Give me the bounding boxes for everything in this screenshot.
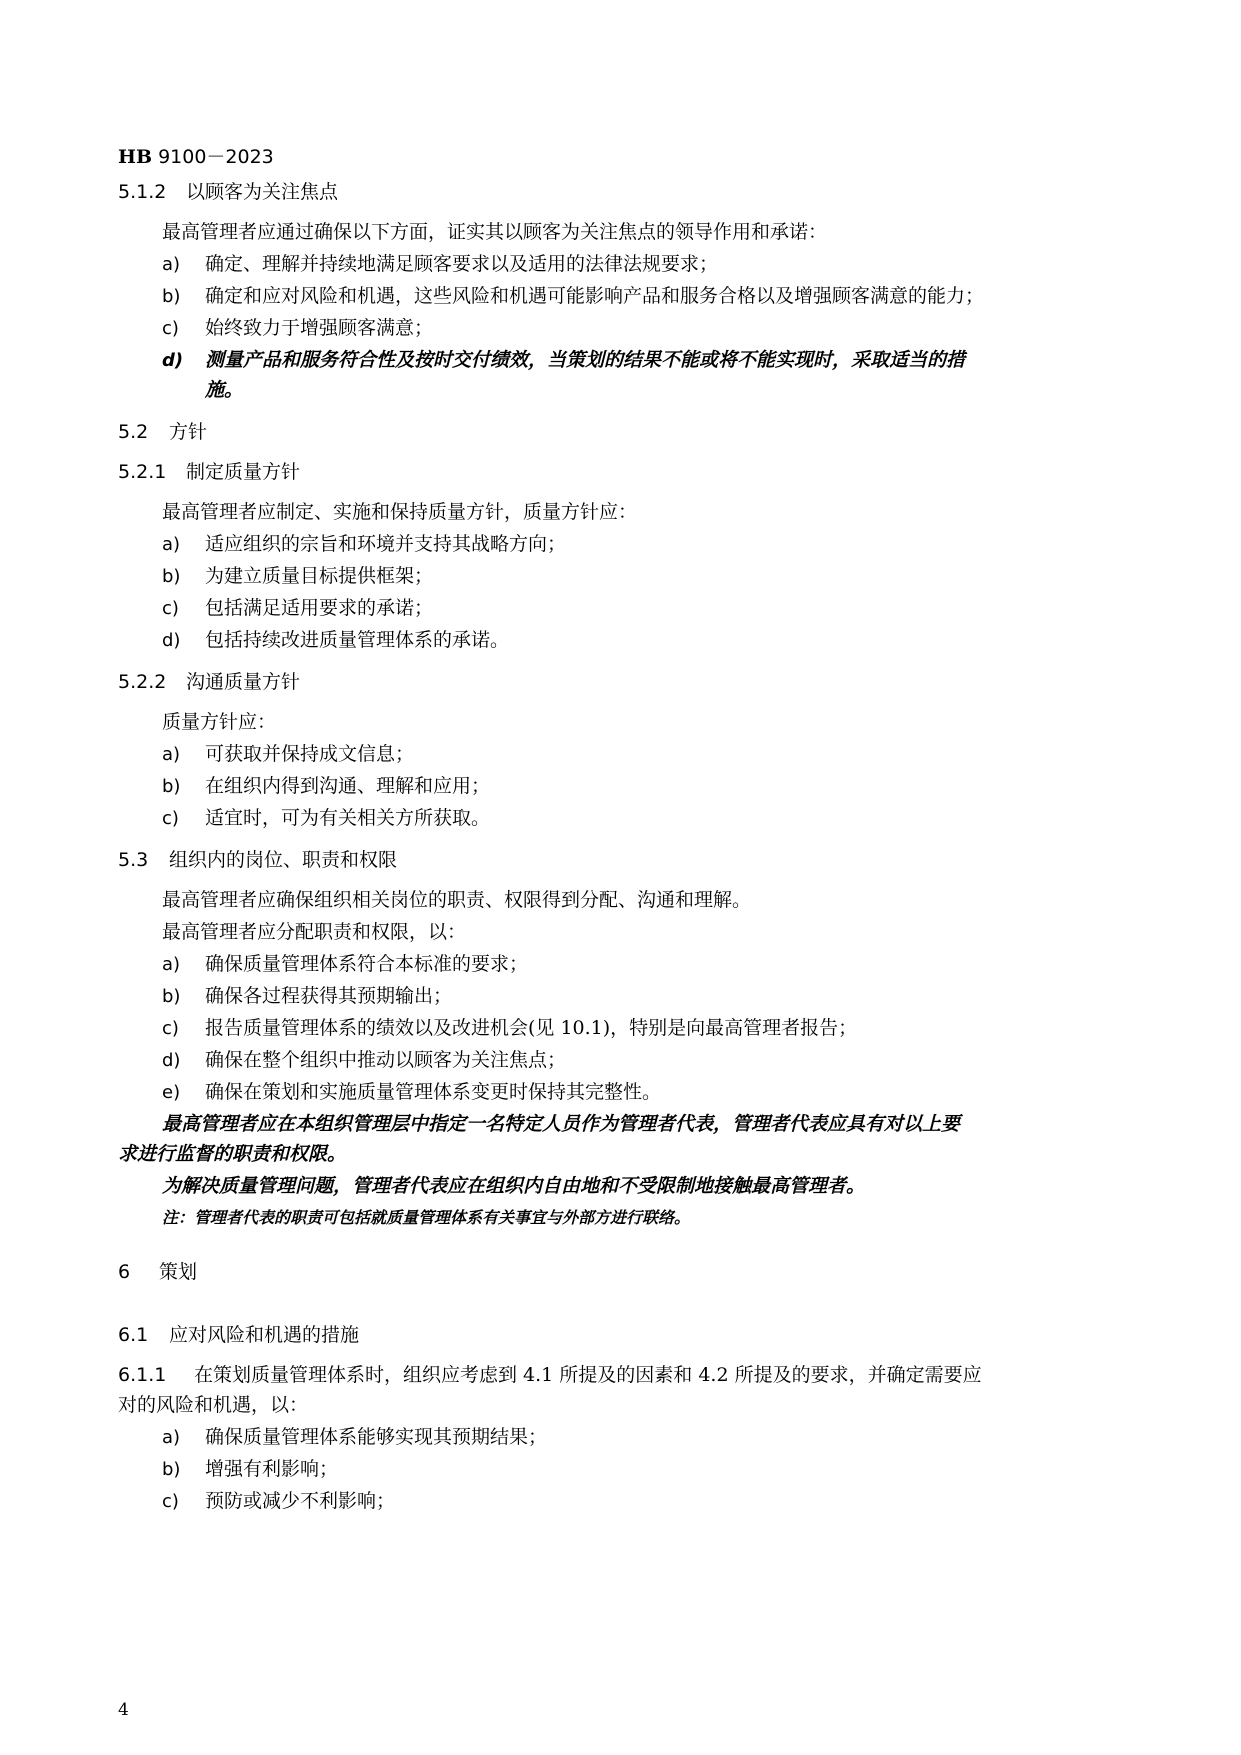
section-heading-5-2 (118, 420, 207, 444)
list-label: a) (162, 744, 181, 765)
list-label: a) (162, 534, 181, 555)
list-label: d) (162, 350, 184, 371)
note-text: 注：管理者代表的职责可包括就质量管理体系有关事宜与外部方进行联络。 (162, 1208, 691, 1227)
list-label: a) (162, 1427, 181, 1448)
section-number: 5.1.2 (118, 181, 167, 203)
list-item (162, 774, 490, 799)
section-heading-5-3 (118, 848, 397, 872)
list-label: e) (162, 1082, 181, 1103)
list-text: 始终致力于增强顾客满意； (205, 317, 434, 339)
list-item (162, 742, 414, 767)
list-label: c) (162, 318, 179, 339)
list-text: 增强有利影响； (205, 1458, 339, 1480)
standard-prefix: HB (118, 146, 153, 168)
list-item (162, 596, 433, 621)
list-text: 可获取并保持成文信息； (205, 743, 415, 765)
added-requirement-text: 为解决质量管理问题，管理者代表应在组织内自由地和不受限制地接触最高管理者。 (162, 1175, 866, 1197)
section-title: 方针 (169, 421, 208, 443)
list-text: 确保在策划和实施质量管理体系变更时保持其完整性。 (205, 1081, 662, 1103)
list-item (162, 252, 718, 277)
section-title: 以顾客为关注焦点 (186, 181, 339, 203)
list-text: 为建立质量目标提供框架； (205, 565, 434, 587)
list-item (162, 806, 490, 831)
section-heading-5-2-2 (118, 670, 300, 694)
list-text: 适宜时，可为有关相关方所获取。 (205, 807, 491, 829)
section-heading-5-2-1 (118, 460, 300, 484)
list-text: 适应组织的宗旨和环境并支持其战略方向； (205, 533, 567, 555)
list-label: d) (162, 630, 181, 651)
list-item-added-requirement (162, 348, 965, 373)
list-text: 包括满足适用要求的承诺； (205, 597, 434, 619)
section-title: 制定质量方针 (186, 461, 301, 483)
list-label: b) (162, 776, 181, 797)
list-text: 预防或减少不利影响； (205, 1490, 396, 1512)
list-text: 包括持续改进质量管理体系的承诺。 (205, 629, 510, 651)
list-label: d) (162, 1050, 181, 1071)
paragraph: 最高管理者应确保组织相关岗位的职责、权限得到分配、沟通和理解。 (162, 889, 752, 911)
list-item (162, 1489, 395, 1514)
list-label: c) (162, 598, 179, 619)
list-item (162, 316, 433, 341)
list-text: 确保各过程获得其预期输出； (205, 985, 453, 1007)
list-label: a) (162, 254, 181, 275)
section-title: 策划 (159, 1261, 198, 1283)
clause-6-1-1 (118, 1363, 982, 1387)
list-label: a) (162, 954, 181, 975)
paragraph: 最高管理者应制定、实施和保持质量方针，质量方针应： (162, 501, 638, 523)
list-label: b) (162, 986, 181, 1007)
list-text: 报告质量管理体系的绩效以及改进机会(见 10.1)，特别是向最高管理者报告； (205, 1017, 858, 1039)
list-item (162, 628, 509, 653)
section-number: 5.3 (118, 849, 149, 871)
list-text: 在组织内得到沟通、理解和应用； (205, 775, 491, 797)
list-item (162, 1048, 566, 1073)
list-item-continuation: 施。 (205, 379, 244, 401)
section-number: 6 (118, 1261, 131, 1283)
list-item (162, 284, 984, 309)
list-item (162, 984, 452, 1009)
section-title: 沟通质量方针 (186, 671, 301, 693)
section-number: 6.1 (118, 1324, 149, 1346)
list-text: 确定、理解并持续地满足顾客要求以及适用的法律法规要求； (205, 253, 719, 275)
list-item (162, 532, 566, 557)
section-number: 5.2.2 (118, 671, 167, 693)
list-label: c) (162, 1491, 179, 1512)
section-title: 组织内的岗位、职责和权限 (169, 849, 398, 871)
list-label: c) (162, 1018, 179, 1039)
chapter-heading-6 (118, 1260, 197, 1284)
clause-text-continuation: 对的风险和机遇，以： (118, 1394, 309, 1416)
list-item (162, 1457, 338, 1482)
list-text: 测量产品和服务符合性及按时交付绩效，当策划的结果不能或将不能实现时，采取适当的措 (205, 349, 966, 371)
section-heading-6-1 (118, 1323, 359, 1347)
list-item (162, 1425, 547, 1450)
list-item (162, 564, 433, 589)
list-label: b) (162, 286, 181, 307)
list-text: 确保质量管理体系符合本标准的要求； (205, 953, 529, 975)
list-text: 确定和应对风险和机遇，这些风险和机遇可能影响产品和服务合格以及增强顾客满意的能力； (205, 285, 985, 307)
section-number: 5.2.1 (118, 461, 167, 483)
section-heading-5-1-2 (118, 180, 338, 204)
clause-number: 6.1.1 (118, 1364, 167, 1386)
paragraph: 质量方针应： (162, 711, 277, 733)
list-item (162, 1016, 857, 1041)
standard-number: 9100－2023 (158, 146, 274, 168)
list-text: 确保在整个组织中推动以顾客为关注焦点； (205, 1049, 567, 1071)
list-label: b) (162, 566, 181, 587)
list-item (162, 952, 528, 977)
paragraph: 最高管理者应分配职责和权限，以： (162, 921, 467, 943)
clause-text: 在策划质量管理体系时，组织应考虑到 4.1 所提及的因素和 4.2 所提及的要求，并确定需要应 (194, 1364, 982, 1386)
page-number: 4 (118, 1700, 129, 1720)
standard-code (118, 142, 274, 169)
list-label: c) (162, 808, 179, 829)
list-label: b) (162, 1459, 181, 1480)
section-title: 应对风险和机遇的措施 (169, 1324, 360, 1346)
added-requirement-text-continuation: 求进行监督的职责和权限。 (118, 1143, 347, 1165)
added-requirement-text: 最高管理者应在本组织管理层中指定一名特定人员作为管理者代表，管理者代表应具有对以上要 (162, 1113, 961, 1135)
list-item (162, 1080, 661, 1105)
list-text: 确保质量管理体系能够实现其预期结果； (205, 1426, 548, 1448)
paragraph: 最高管理者应通过确保以下方面，证实其以顾客为关注焦点的领导作用和承诺： (162, 221, 828, 243)
section-number: 5.2 (118, 421, 149, 443)
